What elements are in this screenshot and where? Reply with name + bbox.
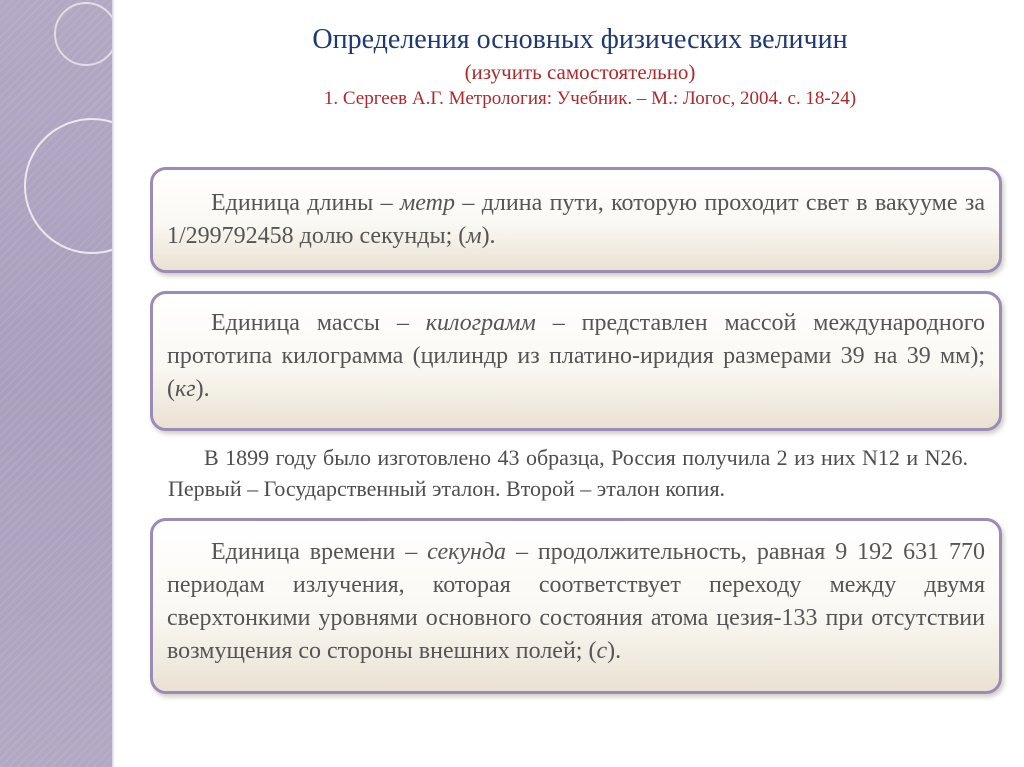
sidebar-edge — [112, 0, 115, 767]
definition-term: метр — [399, 190, 455, 216]
decorative-ring-small — [54, 2, 112, 66]
definition-lead: Единица длины – — [211, 190, 400, 216]
definition-body: – длина пути, которую проходит свет в вакууме за 1/299792458 долю секунды; ( — [167, 190, 985, 249]
definition-body: – представлен массой международного прототипа килограмма (цилиндр из платино-иридия размерами 39 на 39 мм); ( — [167, 310, 985, 402]
definition-text-mass — [167, 307, 985, 406]
definition-card-length — [150, 167, 1002, 273]
definition-card-mass — [150, 291, 1002, 431]
definition-term: килограмм — [425, 310, 536, 336]
slide-reference: 1. Сергеев А.Г. Метрология: Учебник. – М.: Логос, 2004. с. 18-24) — [323, 88, 857, 109]
decorative-sidebar — [0, 0, 112, 767]
slide-subtitle: (изучить самостоятельно) — [464, 60, 696, 84]
definition-text-length — [167, 187, 985, 253]
definition-card-time — [150, 518, 1002, 694]
definition-body: – продолжительность, равная 9 192 631 770 периодам излучения, которая соответствует переходу между двумя сверхтонкими уровнями основного состояния атома цезия-133 при отсутствии возмущения со стороны внешних полей; ( — [167, 539, 985, 664]
sidebar-texture — [0, 0, 112, 767]
definition-end: ). — [481, 223, 496, 249]
definition-lead: Единица времени – — [211, 539, 428, 565]
prototype-note — [168, 442, 968, 504]
definition-term: секунда — [427, 539, 507, 565]
definition-lead: Единица массы – — [211, 310, 426, 336]
definition-unit: м — [466, 223, 482, 249]
prototype-note-text: В 1899 году было изготовлено 43 образца, Россия получила 2 из них N12 и N26. Первый – Государственный эталон. Второй – эталон копия. — [168, 445, 968, 501]
slide-header — [190, 22, 970, 112]
definition-unit: с — [596, 638, 608, 664]
definition-end: ). — [195, 376, 210, 402]
definition-text-time — [167, 536, 985, 668]
slide-title: Определения основных физических величин — [312, 24, 848, 55]
definition-end: ). — [607, 638, 622, 664]
definition-unit: кг — [175, 376, 196, 402]
